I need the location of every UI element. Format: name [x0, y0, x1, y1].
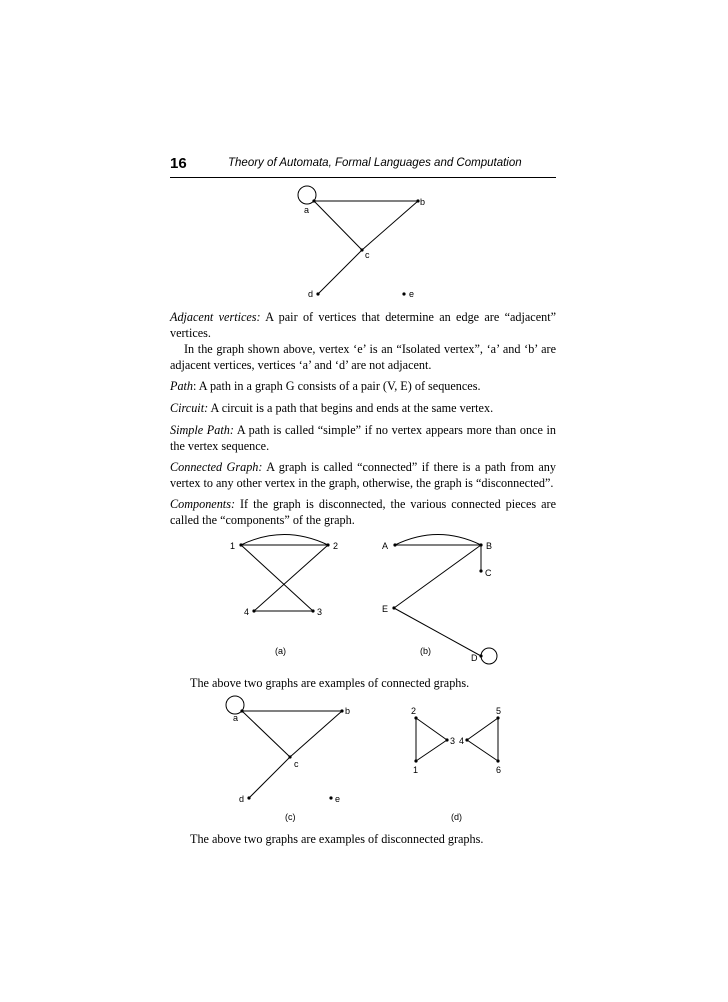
edge-4-6-d	[467, 740, 498, 761]
page-number: 16	[170, 155, 187, 172]
caption-d: (d)	[451, 812, 462, 822]
figure-example-graph	[0, 180, 728, 305]
vertex-D	[479, 654, 482, 657]
label-5-d: 5	[496, 706, 502, 716]
label-a-c: a	[233, 713, 239, 723]
vertex-A	[393, 543, 396, 546]
vertex-a	[312, 199, 315, 202]
vertex-d-label: d	[308, 289, 314, 299]
label-4: 4	[244, 607, 250, 617]
label-2: 2	[333, 541, 339, 551]
edge-c-d-c	[249, 757, 290, 798]
edge-b-c-c	[290, 711, 342, 757]
vertex-1-d	[414, 759, 417, 762]
label-6-d: 6	[496, 765, 502, 775]
edge-B-E	[394, 545, 481, 608]
definition-path: Path: A path in a graph G consists of a pair (V, E) of sequences.	[170, 379, 481, 393]
edge-a-c-c	[242, 711, 290, 757]
edge-a-c	[314, 201, 362, 250]
vertex-b-c	[340, 709, 343, 712]
label-1-d: 1	[413, 765, 419, 775]
term-simple-path: Simple Path:	[170, 423, 234, 437]
definition-adjacent-vertices: Adjacent vertices: A pair of vertices that determine an edge are “adjacent” vertices.	[170, 310, 556, 340]
edge-b-c	[362, 201, 418, 250]
definition-circuit: Circuit: A circuit is a path that begins and ends at the same vertex.	[170, 401, 494, 415]
label-3-d: 3	[450, 736, 456, 746]
caption-b: (b)	[420, 646, 431, 656]
vertex-C	[479, 569, 482, 572]
vertex-a-c	[240, 709, 243, 712]
vertex-a-label: a	[304, 205, 310, 215]
example-paragraph: In the graph shown above, vertex ‘e’ is an “Isolated vertex”, ‘a’ and ‘b’ are adjacent vertices, vertices ‘a’ and ‘d’ are not adjacent.	[170, 342, 556, 372]
vertex-c	[360, 248, 363, 251]
vertex-2	[326, 543, 329, 546]
label-C: C	[485, 568, 492, 578]
vertex-d-c	[247, 796, 250, 799]
vertex-d	[316, 292, 319, 295]
page-header	[170, 155, 556, 178]
label-B: B	[486, 541, 493, 551]
running-title: Theory of Automata, Formal Languages and Computation	[228, 157, 522, 169]
vertex-b-label: b	[420, 197, 426, 207]
label-A: A	[382, 541, 389, 551]
vertex-e	[402, 292, 405, 295]
label-d-c: d	[239, 794, 245, 804]
vertex-D-self-loop	[481, 648, 497, 664]
vertex-4-d	[465, 738, 468, 741]
vertex-5-d	[496, 716, 499, 719]
vertex-3-d	[445, 738, 448, 741]
edge-2-3-d	[416, 718, 447, 740]
label-1: 1	[230, 541, 236, 551]
edge-E-D	[394, 608, 481, 656]
edge-4-5-d	[467, 718, 498, 740]
label-c-c: c	[294, 759, 299, 769]
definition-simple-path: Simple Path: A path is called “simple” if no vertex appears more than once in the vertex sequence.	[170, 423, 556, 453]
edge-c-d	[318, 250, 362, 294]
caption-c: (c)	[285, 812, 296, 822]
vertex-e-c	[329, 796, 332, 799]
figure-connected-graphs	[0, 530, 728, 670]
label-b-c: b	[345, 706, 351, 716]
edge-1-2-arc	[241, 535, 328, 546]
term-path: Path	[170, 379, 194, 393]
vertex-E	[392, 606, 395, 609]
term-components: Components:	[170, 497, 235, 511]
label-4-d: 4	[459, 736, 465, 746]
label-D: D	[471, 653, 478, 663]
term-connected-graph: Connected Graph:	[170, 460, 263, 474]
vertex-c-label: c	[365, 250, 370, 260]
vertex-6-d	[496, 759, 499, 762]
label-2-d: 2	[411, 706, 417, 716]
vertex-1	[239, 543, 242, 546]
term-adjacent-vertices: Adjacent vertices:	[170, 310, 261, 324]
definition-connected-graph: Connected Graph: A graph is called “connected” if there is a path from any vertex to any other vertex in the graph, otherwise, the graph is “disconnected”.	[170, 460, 556, 490]
edge-2-4	[254, 545, 328, 611]
label-E: E	[382, 604, 389, 614]
label-e-c: e	[335, 794, 341, 804]
vertex-4	[252, 609, 255, 612]
vertex-3	[311, 609, 314, 612]
edge-A-B-arc	[395, 535, 481, 546]
figure-disconnected-graphs	[0, 695, 728, 825]
vertex-B	[479, 543, 482, 546]
label-3: 3	[317, 607, 323, 617]
vertex-e-label: e	[409, 289, 415, 299]
connected-graphs-summary: The above two graphs are examples of connected graphs.	[190, 676, 470, 690]
edge-1-3-d	[416, 740, 447, 761]
disconnected-graphs-summary: The above two graphs are examples of disconnected graphs.	[190, 832, 484, 846]
definition-components: Components: If the graph is disconnected, the various connected pieces are called the “components” of the graph.	[170, 497, 556, 527]
vertex-c-c	[288, 755, 291, 758]
caption-a: (a)	[275, 646, 286, 656]
vertex-2-d	[414, 716, 417, 719]
edge-1-3	[241, 545, 313, 611]
term-circuit: Circuit:	[170, 401, 209, 415]
